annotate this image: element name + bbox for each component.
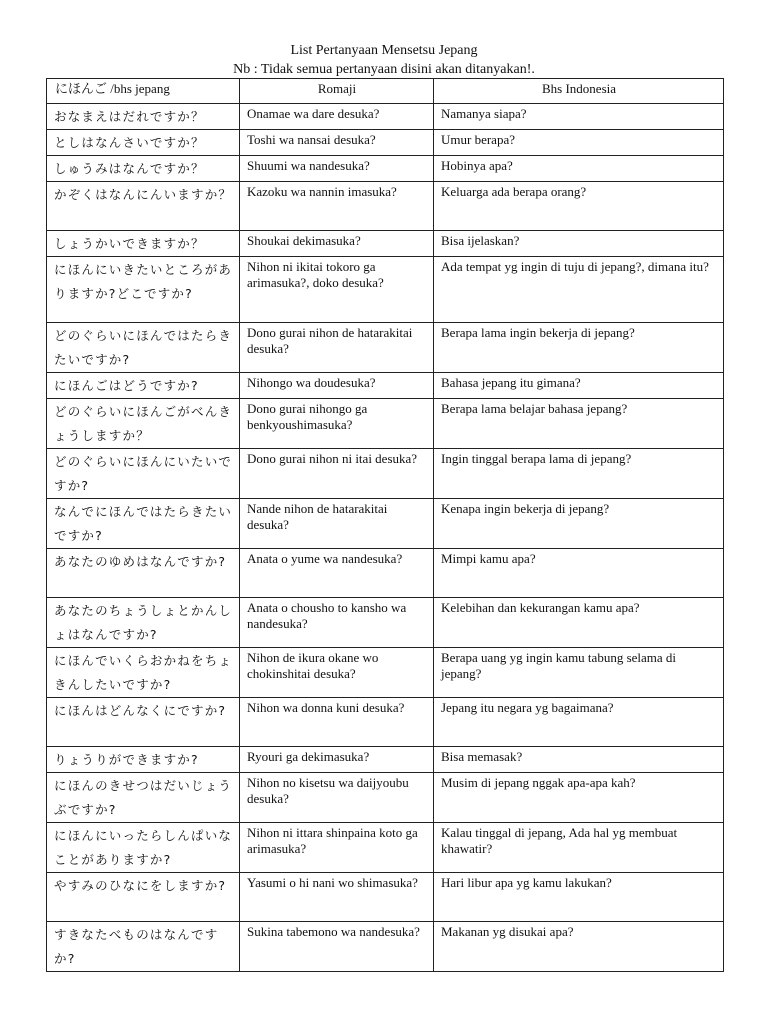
header-japanese: にほんご /bhs jepang	[47, 79, 240, 104]
table-row	[47, 922, 724, 972]
cell-romaji: Dono gurai nihon ni itai desuka?	[240, 449, 434, 499]
table-row	[47, 549, 724, 598]
cell-japanese: どのぐらいにほんではたらきたいですか?	[47, 323, 240, 373]
cell-japanese: なんでにほんではたらきたいですか?	[47, 499, 240, 549]
cell-indonesian: Hari libur apa yg kamu lakukan?	[434, 873, 724, 922]
cell-japanese: どのぐらいにほんにいたいですか?	[47, 449, 240, 499]
header-indonesian: Bhs Indonesia	[434, 79, 724, 104]
cell-japanese: あなたのちょうしょとかんしょはなんですか?	[47, 598, 240, 648]
cell-romaji: Onamae wa dare desuka?	[240, 104, 434, 130]
page-note: Nb : Tidak semua pertanyaan disini akan ditanyakan!.	[233, 62, 535, 77]
cell-japanese: にほんごはどうですか?	[47, 373, 240, 399]
cell-indonesian: Makanan yg disukai apa?	[434, 922, 724, 972]
header-romaji: Romaji	[240, 79, 434, 104]
cell-japanese: あなたのゆめはなんですか?	[47, 549, 240, 598]
cell-japanese: にほんはどんなくにですか?	[47, 698, 240, 747]
table-header-row	[47, 79, 724, 104]
table-row	[47, 598, 724, 648]
cell-indonesian: Bisa ijelaskan?	[434, 231, 724, 257]
cell-indonesian: Ingin tinggal berapa lama di jepang?	[434, 449, 724, 499]
cell-indonesian: Kenapa ingin bekerja di jepang?	[434, 499, 724, 549]
cell-japanese: しゅうみはなんですか？	[47, 156, 240, 182]
cell-japanese: にほんにいったらしんぱいなことがありますか?	[47, 823, 240, 873]
cell-japanese: おなまえはだれですか？	[47, 104, 240, 130]
cell-indonesian: Berapa uang yg ingin kamu tabung selama di jepang?	[434, 648, 724, 698]
cell-romaji: Nihon de ikura okane wo chokinshitai desuka?	[240, 648, 434, 698]
table-row	[47, 182, 724, 231]
table-row	[47, 499, 724, 549]
cell-romaji: Dono gurai nihon de hatarakitai desuka?	[240, 323, 434, 373]
table-row	[47, 399, 724, 449]
cell-indonesian: Ada tempat yg ingin di tuju di jepang?, dimana itu?	[434, 257, 724, 323]
cell-indonesian: Namanya siapa?	[434, 104, 724, 130]
table-row	[47, 747, 724, 773]
cell-japanese: としはなんさいですか？	[47, 130, 240, 156]
table-row	[47, 773, 724, 823]
cell-japanese: やすみのひなにをしますか?	[47, 873, 240, 922]
cell-indonesian: Keluarga ada berapa orang?	[434, 182, 724, 231]
cell-japanese: かぞくはなんにんいますか？	[47, 182, 240, 231]
table-row	[47, 648, 724, 698]
cell-romaji: Dono gurai nihongo ga benkyoushimasuka?	[240, 399, 434, 449]
cell-romaji: Ryouri ga dekimasuka?	[240, 747, 434, 773]
cell-romaji: Shoukai dekimasuka?	[240, 231, 434, 257]
cell-indonesian: Bahasa jepang itu gimana?	[434, 373, 724, 399]
table-row	[47, 130, 724, 156]
table-row	[47, 698, 724, 747]
table-row	[47, 449, 724, 499]
table-row	[47, 373, 724, 399]
cell-indonesian: Kalau tinggal di jepang, Ada hal yg membuat khawatir?	[434, 823, 724, 873]
cell-indonesian: Berapa lama belajar bahasa jepang?	[434, 399, 724, 449]
table-row	[47, 323, 724, 373]
cell-romaji: Toshi wa nansai desuka?	[240, 130, 434, 156]
cell-romaji: Shuumi wa nandesuka?	[240, 156, 434, 182]
cell-romaji: Nihon ni ikitai tokoro ga arimasuka?, doko desuka?	[240, 257, 434, 323]
question-table	[46, 78, 724, 972]
table-body	[47, 104, 724, 972]
cell-romaji: Yasumi o hi nani wo shimasuka?	[240, 873, 434, 922]
table-row	[47, 104, 724, 130]
cell-indonesian: Hobinya apa?	[434, 156, 724, 182]
table-row	[47, 823, 724, 873]
cell-romaji: Sukina tabemono wa nandesuka?	[240, 922, 434, 972]
cell-romaji: Nihon wa donna kuni desuka?	[240, 698, 434, 747]
cell-japanese: しょうかいできますか？	[47, 231, 240, 257]
cell-japanese: りょうりができますか?	[47, 747, 240, 773]
cell-romaji: Nihon no kisetsu wa daijyoubu desuka?	[240, 773, 434, 823]
page-title: List Pertanyaan Mensetsu Jepang	[290, 43, 478, 58]
cell-romaji: Nihongo wa doudesuka?	[240, 373, 434, 399]
cell-indonesian: Musim di jepang nggak apa-apa kah?	[434, 773, 724, 823]
cell-indonesian: Bisa memasak?	[434, 747, 724, 773]
cell-japanese: すきなたべものはなんですか?	[47, 922, 240, 972]
cell-romaji: Nihon ni ittara shinpaina koto ga arimasuka?	[240, 823, 434, 873]
cell-indonesian: Berapa lama ingin bekerja di jepang?	[434, 323, 724, 373]
table-row	[47, 156, 724, 182]
cell-romaji: Nande nihon de hatarakitai desuka?	[240, 499, 434, 549]
table-row	[47, 257, 724, 323]
cell-romaji: Kazoku wa nannin imasuka?	[240, 182, 434, 231]
cell-indonesian: Kelebihan dan kekurangan kamu apa?	[434, 598, 724, 648]
cell-indonesian: Umur berapa?	[434, 130, 724, 156]
cell-romaji: Anata o yume wa nandesuka?	[240, 549, 434, 598]
cell-japanese: にほんにいきたいところがありますか?どこですか?	[47, 257, 240, 323]
cell-indonesian: Jepang itu negara yg bagaimana?	[434, 698, 724, 747]
table-row	[47, 873, 724, 922]
table-row	[47, 231, 724, 257]
cell-japanese: にほんのきせつはだいじょうぶですか?	[47, 773, 240, 823]
cell-romaji: Anata o chousho to kansho wa nandesuka?	[240, 598, 434, 648]
cell-indonesian: Mimpi kamu apa?	[434, 549, 724, 598]
cell-japanese: にほんでいくらおかねをちょきんしたいですか?	[47, 648, 240, 698]
cell-japanese: どのぐらいにほんごがべんきょうしますか？	[47, 399, 240, 449]
